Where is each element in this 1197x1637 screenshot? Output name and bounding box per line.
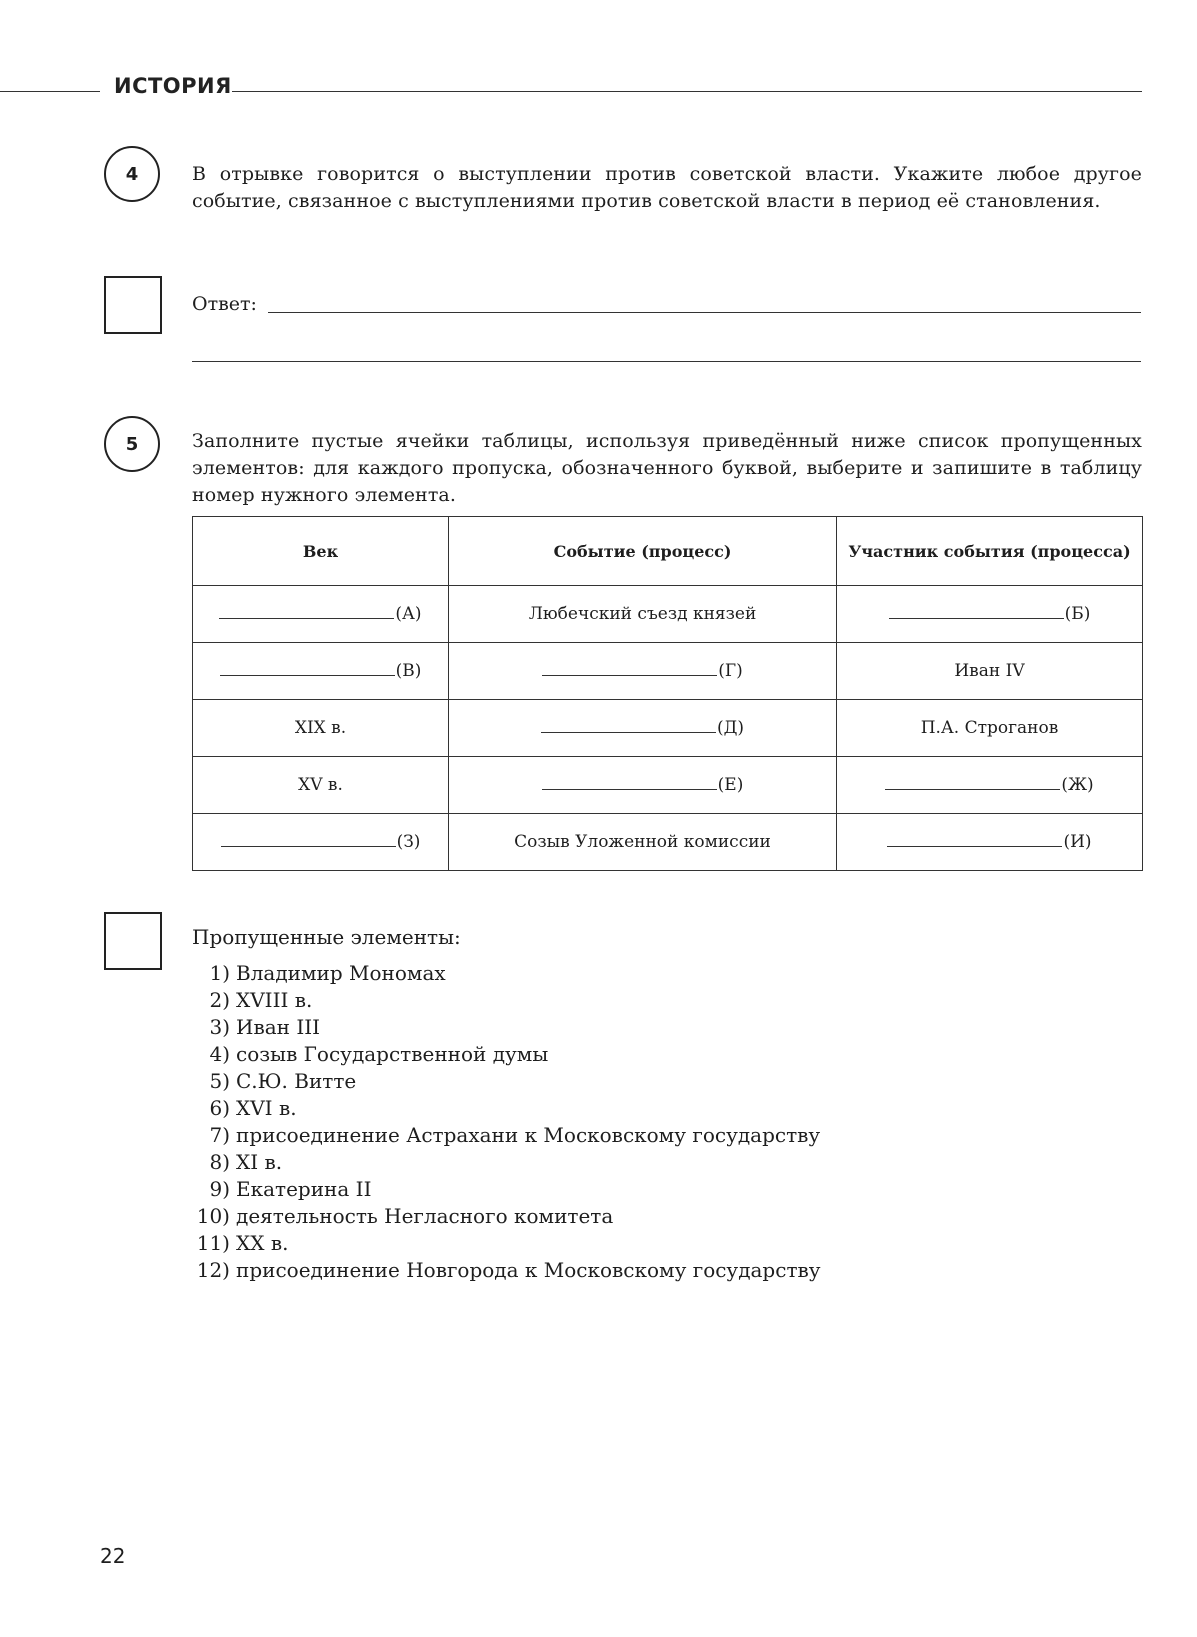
table-header-row — [193, 517, 1143, 586]
cell-participant[interactable] — [837, 586, 1143, 643]
cell-event: Любечский съезд князей — [449, 586, 837, 643]
header-participant: Участник события (процесса) — [837, 517, 1143, 586]
missing-elements-list — [192, 960, 821, 1284]
blank-letter: (А) — [395, 604, 422, 624]
answer-label: Ответ: — [192, 293, 257, 315]
header-event: Событие (процесс) — [449, 517, 837, 586]
cell-event: Созыв Уложенной комиссии — [449, 814, 837, 871]
cell-participant: Иван IV — [837, 643, 1143, 700]
blank-letter: (Е) — [717, 775, 744, 795]
task-5-table — [192, 516, 1143, 871]
task-4-text: В отрывке говорится о выступлении против советской власти. Укажите любое другое событие, связанное с выступлениями против советской власти в период её становления. — [192, 163, 1142, 212]
header-rule-left — [0, 91, 100, 92]
cell-century[interactable] — [193, 586, 449, 643]
list-item: 9) Екатерина II — [209, 1177, 372, 1201]
table-row — [193, 700, 1143, 757]
cell-event[interactable] — [449, 757, 837, 814]
task-5-score-box — [104, 912, 162, 970]
cell-participant: П.А. Строганов — [837, 700, 1143, 757]
task-4-number: 4 — [104, 146, 160, 202]
table-row — [193, 643, 1143, 700]
blank-letter: (В) — [395, 661, 422, 681]
table-row — [193, 757, 1143, 814]
cell-century: XIX в. — [193, 700, 449, 757]
cell-century[interactable] — [193, 643, 449, 700]
blank-letter: (З) — [396, 832, 421, 852]
cell-participant[interactable] — [837, 814, 1143, 871]
table-row — [193, 586, 1143, 643]
cell-century: XV в. — [193, 757, 449, 814]
blank-letter: (Г) — [718, 661, 743, 681]
list-item: 8) XI в. — [209, 1150, 283, 1174]
list-item: 12) присоединение Новгорода к Московскому государству — [196, 1258, 821, 1282]
list-item: 3) Иван III — [209, 1015, 321, 1039]
cell-participant[interactable] — [837, 757, 1143, 814]
cell-century[interactable] — [193, 814, 449, 871]
list-item: 11) XX в. — [196, 1231, 289, 1255]
table-row — [193, 814, 1143, 871]
answer-line-1[interactable] — [268, 312, 1141, 313]
list-item: 6) XVI в. — [209, 1096, 297, 1120]
list-item: 7) присоединение Астрахани к Московскому государству — [209, 1123, 821, 1147]
task-5-text: Заполните пустые ячейки таблицы, используя приведённый ниже список пропущенных элементов: для каждого пропуска, обозначенного буквой, выберите и запишите в таблицу номер нужного элемента. — [192, 430, 1142, 506]
missing-elements-title: Пропущенные элементы: — [192, 925, 461, 949]
list-item: 1) Владимир Мономах — [209, 961, 446, 985]
page-number: 22 — [100, 1544, 126, 1568]
cell-event[interactable] — [449, 643, 837, 700]
header-century: Век — [193, 517, 449, 586]
list-item: 10) деятельность Негласного комитета — [196, 1204, 614, 1228]
blank-letter: (И) — [1063, 832, 1092, 852]
list-item: 2) XVIII в. — [209, 988, 313, 1012]
header-rule-right — [232, 91, 1142, 92]
list-item: 4) созыв Государственной думы — [209, 1042, 549, 1066]
blank-letter: (Ж) — [1061, 775, 1094, 795]
blank-letter: (Б) — [1064, 604, 1091, 624]
answer-line-2[interactable] — [192, 361, 1141, 362]
subject-heading: ИСТОРИЯ — [114, 74, 232, 98]
task-4-score-box — [104, 276, 162, 334]
blank-letter: (Д) — [716, 718, 745, 738]
list-item: 5) С.Ю. Витте — [209, 1069, 357, 1093]
task-5-number: 5 — [104, 416, 160, 472]
cell-event[interactable] — [449, 700, 837, 757]
